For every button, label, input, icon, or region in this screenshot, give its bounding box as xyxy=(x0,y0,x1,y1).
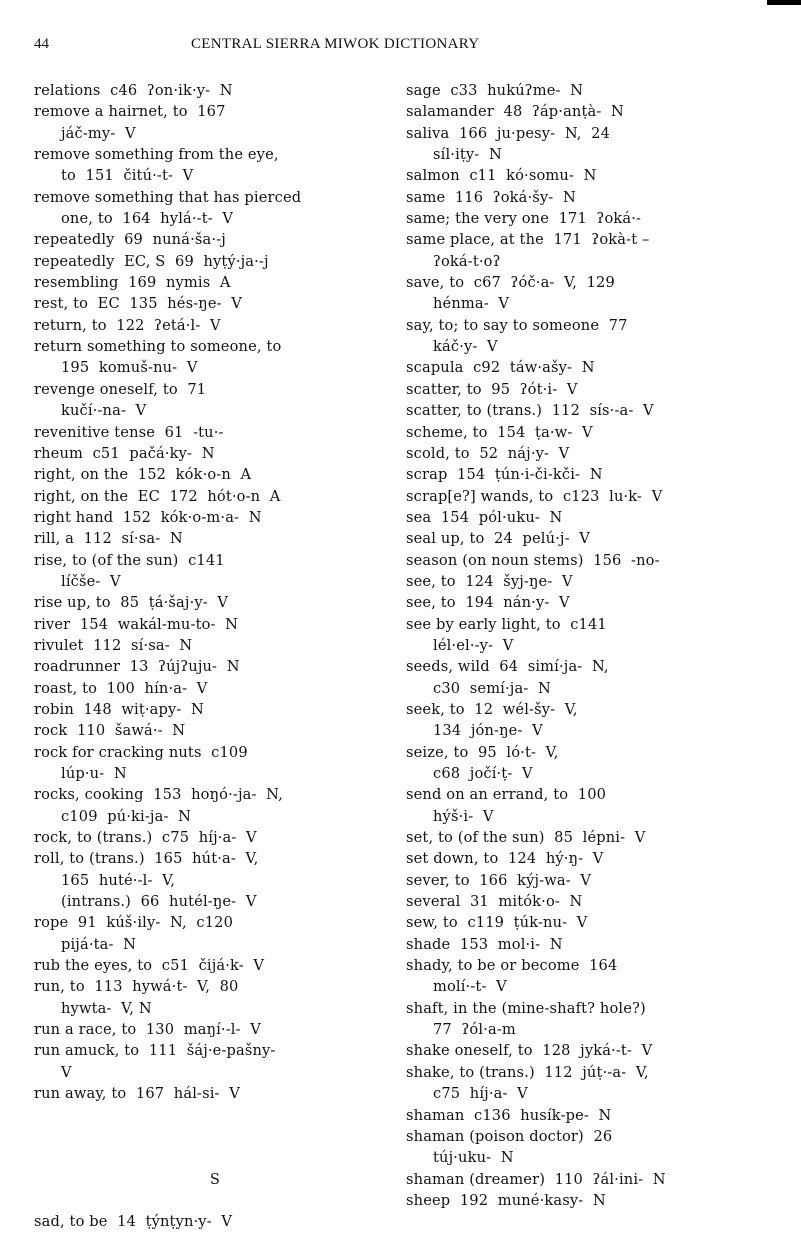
entry-line: right, on the 152 kók·o-n A xyxy=(34,466,252,484)
entry-continuation-line: pijá·ta- N xyxy=(61,935,137,953)
entry-line: rest, to EC 135 hés-ŋe- V xyxy=(34,295,242,313)
entry-line: return, to 122 ʔetá·l- V xyxy=(34,316,221,334)
entry-line: rock 110 šawá·- N xyxy=(34,722,186,740)
entry-line: shade 153 mol·i- N xyxy=(406,935,563,953)
entry-continuation-line: ʔoká-t·oʔ xyxy=(433,252,501,270)
entry-continuation-line: lúp·u- N xyxy=(61,765,127,782)
entry-continuation-line: one, to 164 hylá·-t- V xyxy=(61,210,234,228)
entry-line: sad, to be 14 ṭýnṭyn·y- V xyxy=(34,1213,233,1231)
entry-line: same; the very one 171 ʔoká·- xyxy=(406,210,642,228)
entry-line: roadrunner 13 ʔújʔuju- N xyxy=(34,658,240,676)
entry-line: return something to someone, to xyxy=(34,338,282,356)
entry-line: remove something from the eye, xyxy=(34,146,279,164)
entry-line: sheep 192 muné·kasy- N xyxy=(406,1191,606,1209)
entry-line: send on an errand, to 100 xyxy=(406,786,607,804)
entry-line: rope 91 kúš·ily- N, c120 xyxy=(34,914,234,932)
entry-line: scatter, to 95 ʔót·i- V xyxy=(406,380,578,398)
entry-line: scold, to 52 náj·y- V xyxy=(406,444,570,462)
entry-line: rise, to (of the sun) c141 xyxy=(34,551,225,569)
left-column xyxy=(34,80,396,1233)
entry-continuation-line: c68 jočí·ṭ- V xyxy=(433,765,533,782)
entry-line: same 116 ʔoká·šy- N xyxy=(406,188,576,206)
entry-line: right hand 152 kók·o-m·a- N xyxy=(34,508,262,526)
right-column xyxy=(406,80,798,1211)
entry-line: sea 154 pól·uku- N xyxy=(406,508,563,526)
entry-line: shaman c136 husík-pe- N xyxy=(406,1106,612,1124)
entry-line: scapula c92 táw·ašy- N xyxy=(406,359,595,377)
entry-line: salmon c11 kó·somu- N xyxy=(406,167,597,185)
entry-line: say, to; to say to someone 77 xyxy=(406,316,628,334)
entry-line: scheme, to 154 ṭa·w- V xyxy=(406,423,593,441)
entry-line: rise up, to 85 ṭá·šaj·y- V xyxy=(34,594,229,612)
entry-continuation-line: 165 huté·-l- V, xyxy=(61,871,176,889)
entry-line: resembling 169 nymis A xyxy=(34,274,231,292)
entry-line: roll, to (trans.) 165 hút·a- V, xyxy=(34,850,259,868)
entry-continuation-line: 77 ʔól·a-m xyxy=(433,1021,516,1039)
entry-line: repeatedly EC, S 69 hyṭý·ja·-j xyxy=(34,252,269,270)
entry-line: see by early light, to c141 xyxy=(406,615,607,633)
entry-continuation-line: to 151 čitú·-t- V xyxy=(61,167,194,185)
entry-line xyxy=(34,1147,396,1168)
entry-continuation-line: síl·iṭy- N xyxy=(433,146,502,164)
entry-line: revenitive tense 61 -tu·- xyxy=(34,423,224,441)
entry-line: remove something that has pierced xyxy=(34,188,302,206)
entry-line: set down, to 124 hý·ŋ- V xyxy=(406,850,604,868)
entry-continuation-line: molí·-t- V xyxy=(433,978,507,996)
entry-continuation-line: 195 komuš-nu- V xyxy=(61,359,198,377)
entry-line: repeatedly 69 nuná·ša·-j xyxy=(34,231,226,249)
entry-line: right, on the EC 172 hót·o-n A xyxy=(34,487,281,505)
entry-continuation-line: c30 semí·ja- N xyxy=(433,679,551,697)
entry-line: remove a hairnet, to 167 xyxy=(34,103,226,121)
entry-line: sew, to c119 ṭúk-nu- V xyxy=(406,914,588,932)
entry-continuation-line: hywta- V, N xyxy=(61,999,152,1017)
entry-line: saliva 166 ju·pesy- N, 24 xyxy=(406,124,611,142)
entry-line: set, to (of the sun) 85 lépni- V xyxy=(406,829,646,847)
page-header xyxy=(0,36,801,56)
entry-line: seal up, to 24 pelú·j- V xyxy=(406,530,590,548)
entry-continuation-line: c75 híj·a- V xyxy=(433,1085,528,1103)
entry-line: rock, to (trans.) c75 híj·a- V xyxy=(34,829,257,847)
entry-line: shake, to (trans.) 112 júṭ·-a- V, xyxy=(406,1063,649,1081)
entry-line: relations c46 ʔon·ik·y- N xyxy=(34,82,233,99)
entry-line: salamander 48 ʔáp·anṭà- N xyxy=(406,103,624,121)
entry-continuation-line: líčše- V xyxy=(61,572,121,590)
entry-line: shaman (dreamer) 110 ʔál·ini- N xyxy=(406,1170,666,1188)
entry-line: river 154 wakál-mu-to- N xyxy=(34,615,239,633)
entry-line: rub the eyes, to c51 čijá·k- V xyxy=(34,957,265,975)
entry-line: shaman (poison doctor) 26 xyxy=(406,1127,613,1145)
entry-line: seeds, wild 64 simí·ja- N, xyxy=(406,658,609,676)
entry-line: rill, a 112 sí·sa- N xyxy=(34,530,183,548)
entry-continuation-line: túj·uku- N xyxy=(433,1149,514,1167)
entry-line: save, to c67 ʔóč·a- V, 129 xyxy=(406,274,615,292)
entry-continuation-line: V xyxy=(61,1063,72,1081)
entry-line xyxy=(34,1190,396,1211)
page-number: 44 xyxy=(34,36,49,52)
page-edge-mark xyxy=(767,0,801,5)
entry-line: rheum c51 pačá·ky- N xyxy=(34,444,215,462)
entry-line: see, to 194 nán·y- V xyxy=(406,594,570,612)
entry-line: scrap 154 ṭún·i-či-kči- N xyxy=(406,466,603,484)
entry-line: season (on noun stems) 156 -no- xyxy=(406,551,660,569)
entry-line: rock for cracking nuts c109 xyxy=(34,743,248,761)
entry-line: sage c33 hukúʔme- N xyxy=(406,82,584,99)
entry-continuation-line: hýš·i- V xyxy=(433,807,494,825)
entry-line: rivulet 112 sí·sa- N xyxy=(34,636,193,654)
entry-line xyxy=(34,1105,396,1126)
running-title: CENTRAL SIERRA MIWOK DICTIONARY xyxy=(191,36,480,52)
entry-line: run away, to 167 hál-si- V xyxy=(34,1085,240,1103)
entry-line: shake oneself, to 128 jyká·-t- V xyxy=(406,1042,653,1060)
entry-line: revenge oneself, to 71 xyxy=(34,380,207,398)
entry-line: several 31 mitók·o- N xyxy=(406,893,583,911)
entry-line xyxy=(34,1126,396,1147)
section-letter: S xyxy=(209,1170,221,1188)
entry-line: shady, to be or become 164 xyxy=(406,957,618,975)
entry-continuation-line: lél·el·-y- V xyxy=(433,636,514,654)
entry-continuation-line: c109 pú·ki-ja- N xyxy=(61,807,192,825)
entry-line: seize, to 95 ló·t- V, xyxy=(406,743,559,761)
entry-line: roast, to 100 hín·a- V xyxy=(34,679,208,697)
entry-line: scatter, to (trans.) 112 sís·-a- V xyxy=(406,402,654,420)
entry-line: rocks, cooking 153 hoŋó·-ja- N, xyxy=(34,786,283,804)
entry-line: seek, to 12 wél-šy- V, xyxy=(406,700,578,718)
entry-continuation-line: (intrans.) 66 hutél-ŋe- V xyxy=(61,893,257,911)
entry-line: sever, to 166 kýj-wa- V xyxy=(406,871,592,889)
entry-line: run a race, to 130 maŋí·-l- V xyxy=(34,1021,261,1039)
entry-line: scrap[e?] wands, to c123 lu·k- V xyxy=(406,487,663,505)
entry-continuation-line: kučí·-na- V xyxy=(61,402,147,420)
entry-line: robin 148 wiṭ·apy- N xyxy=(34,700,204,718)
entry-continuation-line: hénma- V xyxy=(433,295,510,313)
entry-line: shaft, in the (mine-shaft? hole?) xyxy=(406,999,646,1017)
entry-line: run amuck, to 111 šáj·e-pašny- xyxy=(34,1042,276,1060)
entry-continuation-line: jáč-my- V xyxy=(61,124,136,142)
entry-continuation-line: káč·y- V xyxy=(433,338,498,356)
entry-line: run, to 113 hywá·t- V, 80 xyxy=(34,978,239,996)
entry-line: see, to 124 šyj-ŋe- V xyxy=(406,572,573,590)
entry-line: same place, at the 171 ʔokà-t – xyxy=(406,231,650,249)
entry-continuation-line: 134 jón-ŋe- V xyxy=(433,722,543,740)
